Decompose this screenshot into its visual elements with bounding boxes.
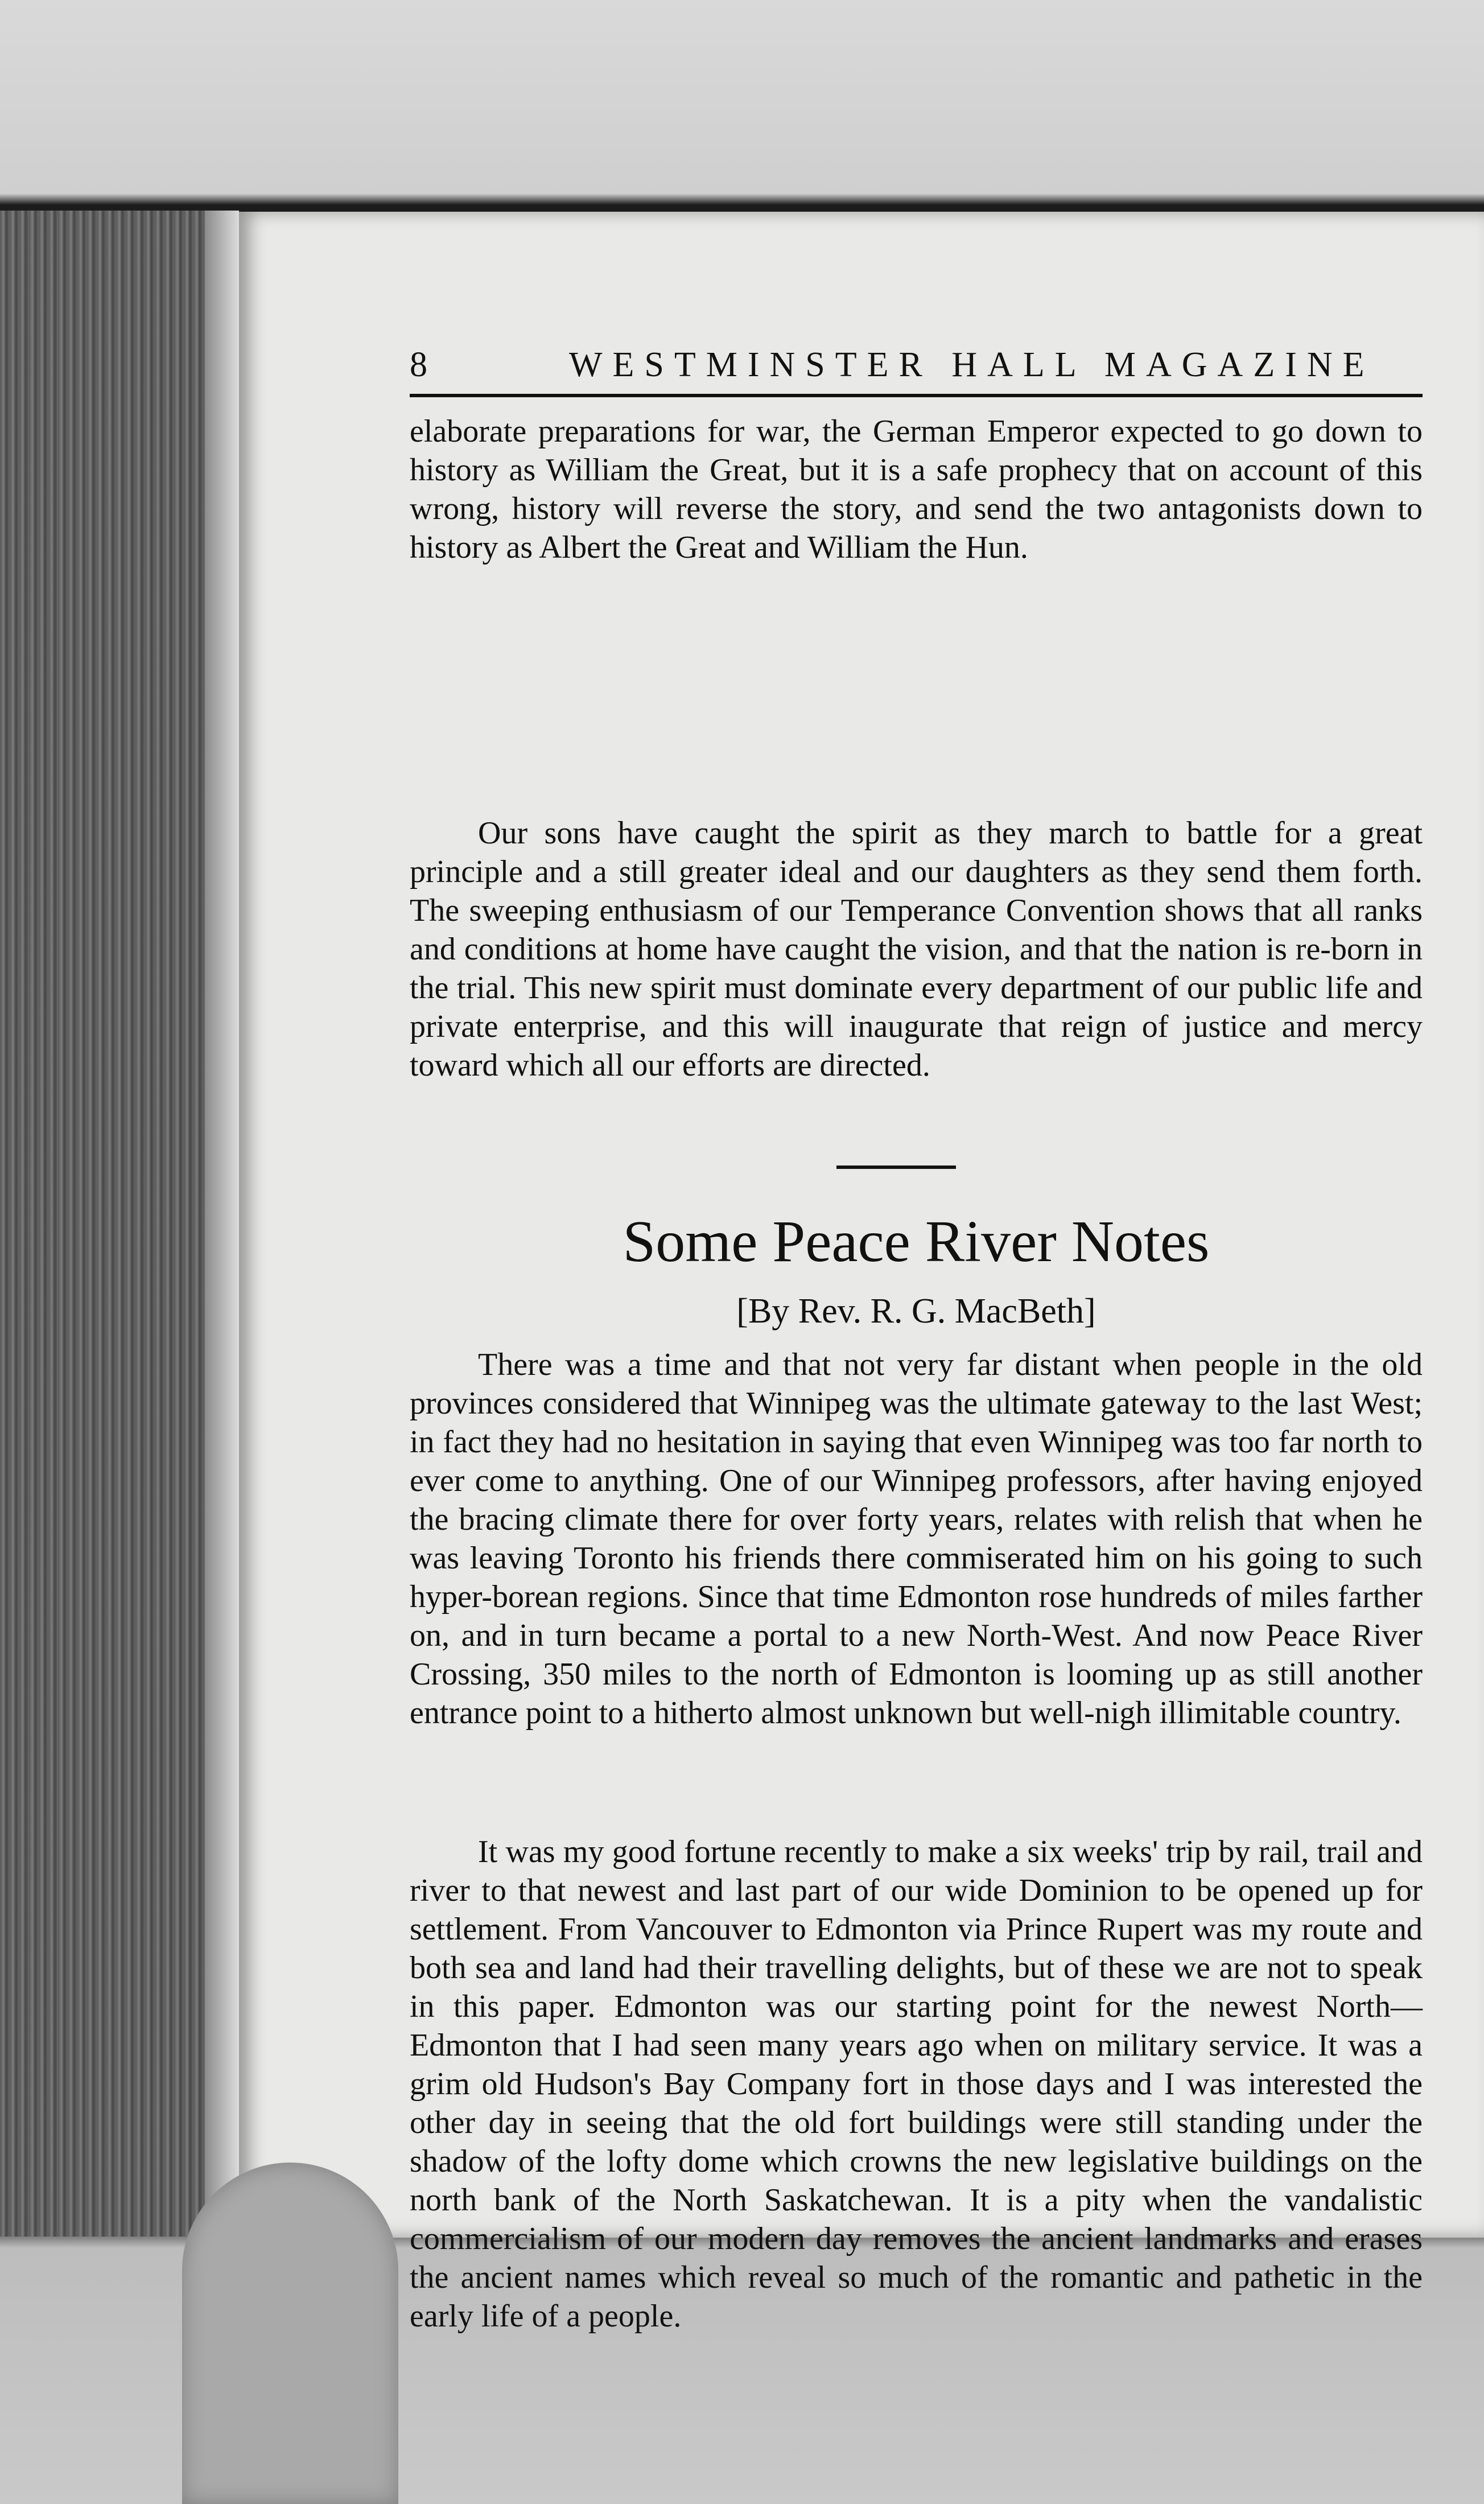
page-holder-strap <box>182 2163 398 2504</box>
page-header <box>410 326 1423 397</box>
paragraph: Our sons have caught the spirit as they march to battle for a great principle and a still greater ideal and our daughters as they send them forth. The sweeping enthusiasm of our Temperance Convention shows that all ranks and conditions at home have caught the vision, and that the nation is re-born in the trial. This new spirit must dominate every department of our public life and private enterprise, and this will inaugurate that reign of justice and mercy toward which all our efforts are directed. <box>410 816 1423 1083</box>
paragraph: elaborate preparations for war, the German Emperor expected to go down to history as William the Great, but it is a safe prophecy that on account of this wrong, history will reverse the story, and send the two antagonists down to history as Albert the Great and William the Hun. <box>410 414 1423 565</box>
paragraph: It was my good fortune recently to make a six weeks' trip by rail, trail and river to that newest and last part of our wide Dominion to be opened up for settlement. From Vancouver to Edmonton via Prince Rupert was my route and both sea and land had their travelling delights, but of these we are not to speak in this paper. Edmonton was our starting point for the newest North—Edmonton that I had seen many years ago when on military service. It was a grim old Hudson's Bay Company fort in those days and I was interested the other day in seeing that the old fort buildings were still standing under the shadow of the lofty dome which crowns the new legislative buildings on the north bank of the North Saskatchewan. It is a pity when the vandalistic commercialism of our modern day removes the ancient landmarks and erases the ancient names which reveal so much of the romantic and pathetic in the early life of a people. <box>410 1834 1423 2334</box>
book-page-edges <box>0 211 239 2237</box>
paragraph-spirit <box>410 814 1423 1085</box>
magazine-page <box>239 212 1484 2334</box>
article-byline: [By Rev. R. G. MacBeth] <box>736 1292 1096 1331</box>
article-paragraph-2 <box>410 1832 1423 2336</box>
magazine-title: WESTMINSTER HALL MAGAZINE <box>569 345 1375 384</box>
paragraph-continued <box>410 412 1423 567</box>
page-number: 8 <box>410 345 427 384</box>
article-title: Some Peace River Notes <box>623 1209 1210 1274</box>
article-paragraph-1 <box>410 1345 1423 1732</box>
section-divider <box>836 1165 956 1169</box>
paragraph: There was a time and that not very far distant when people in the old provinces considered that Winnipeg was the ultimate gateway to the last West; in fact they had no hesitation in saying that even Winnipeg was too far north to ever come to anything. One of our Winnipeg professors, after having enjoyed the bracing climate there for over forty years, relates with relish that when he was leaving Toronto his friends there commiserated him on his going to such hyper-borean regions. Since that time Edmonton rose hundreds of miles farther on, and in turn became a portal to a new North-West. And now Peace River Crossing, 350 miles to the north of Edmonton is looming up as still another entrance point to a hitherto almost unknown but well-nigh illimitable country. <box>410 1347 1423 1731</box>
